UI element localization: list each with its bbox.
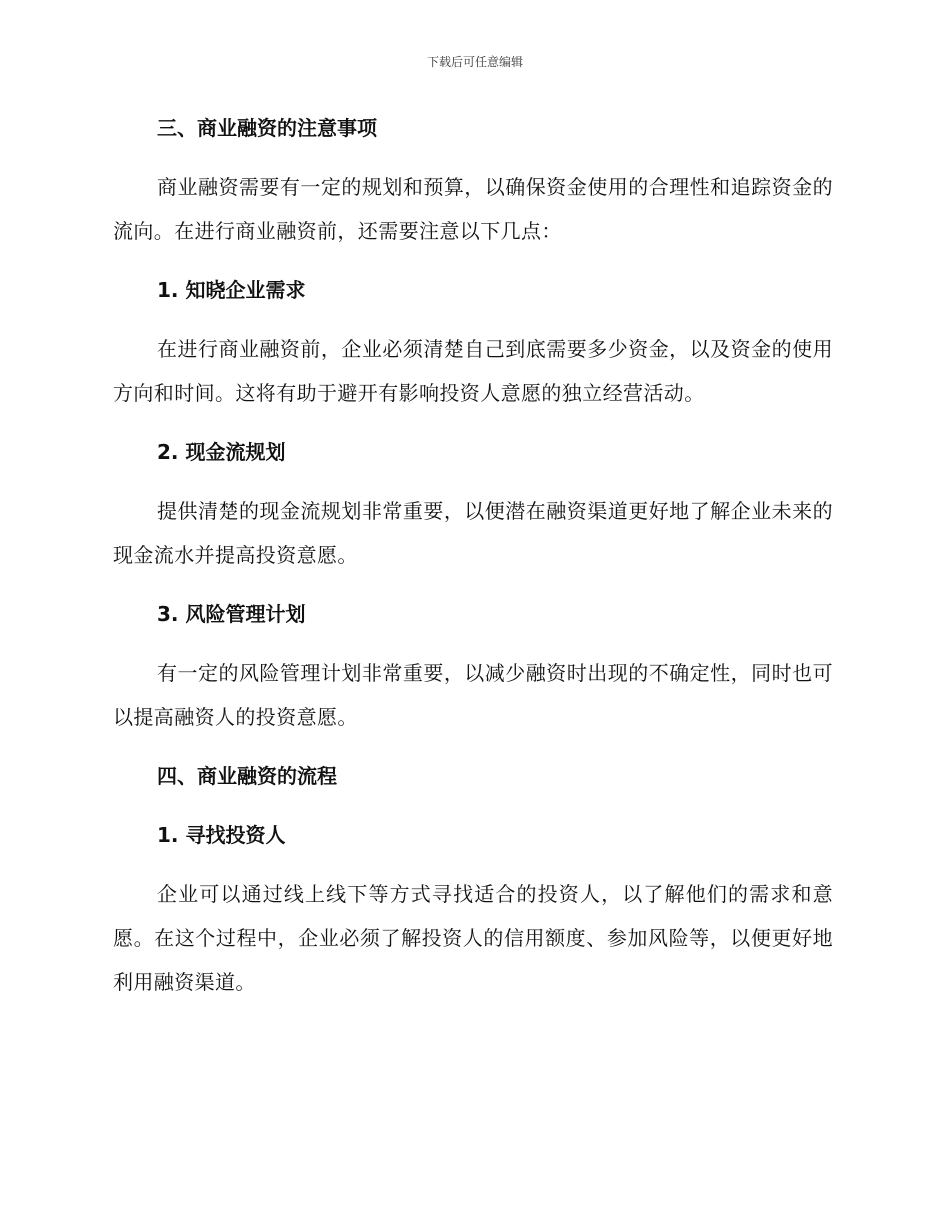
- page-header: 下载后可任意编辑: [426, 55, 523, 69]
- section-3-title: 三、商业融资的注意事项: [157, 116, 377, 140]
- section-3-item-1-body: 在进行商业融资前，企业必须清楚自己到底需要多少资金，以及资金的使用方向和时间。这将有助于避开有影响投资人意愿的独立经营活动。: [113, 337, 833, 405]
- section-4-item-1-title: 1. 寻找投资人: [157, 823, 286, 847]
- section-4-item-1-body: 企业可以通过线上线下等方式寻找适合的投资人，以了解他们的需求和意愿。在这个过程中，企业必须了解投资人的信用额度、参加风险等，以便更好地利用融资渠道。: [113, 882, 833, 994]
- section-4-title: 四、商业融资的流程: [157, 764, 337, 788]
- section-3-item-2-title: 2. 现金流规划: [157, 440, 286, 464]
- section-3-item-3-title: 3. 风险管理计划: [157, 602, 306, 626]
- section-3-item-3-body: 有一定的风险管理计划非常重要，以减少融资时出现的不确定性，同时也可以提高融资人的投资意愿。: [113, 661, 833, 729]
- section-3-item-1-title: 1. 知晓企业需求: [157, 278, 306, 302]
- section-3-intro: 商业融资需要有一定的规划和预算，以确保资金使用的合理性和追踪资金的流向。在进行商业融资前，还需要注意以下几点：: [113, 175, 833, 243]
- section-3-item-2-body: 提供清楚的现金流规划非常重要，以便潜在融资渠道更好地了解企业未来的现金流水并提高投资意愿。: [113, 499, 833, 567]
- document-body: [113, 106, 833, 1019]
